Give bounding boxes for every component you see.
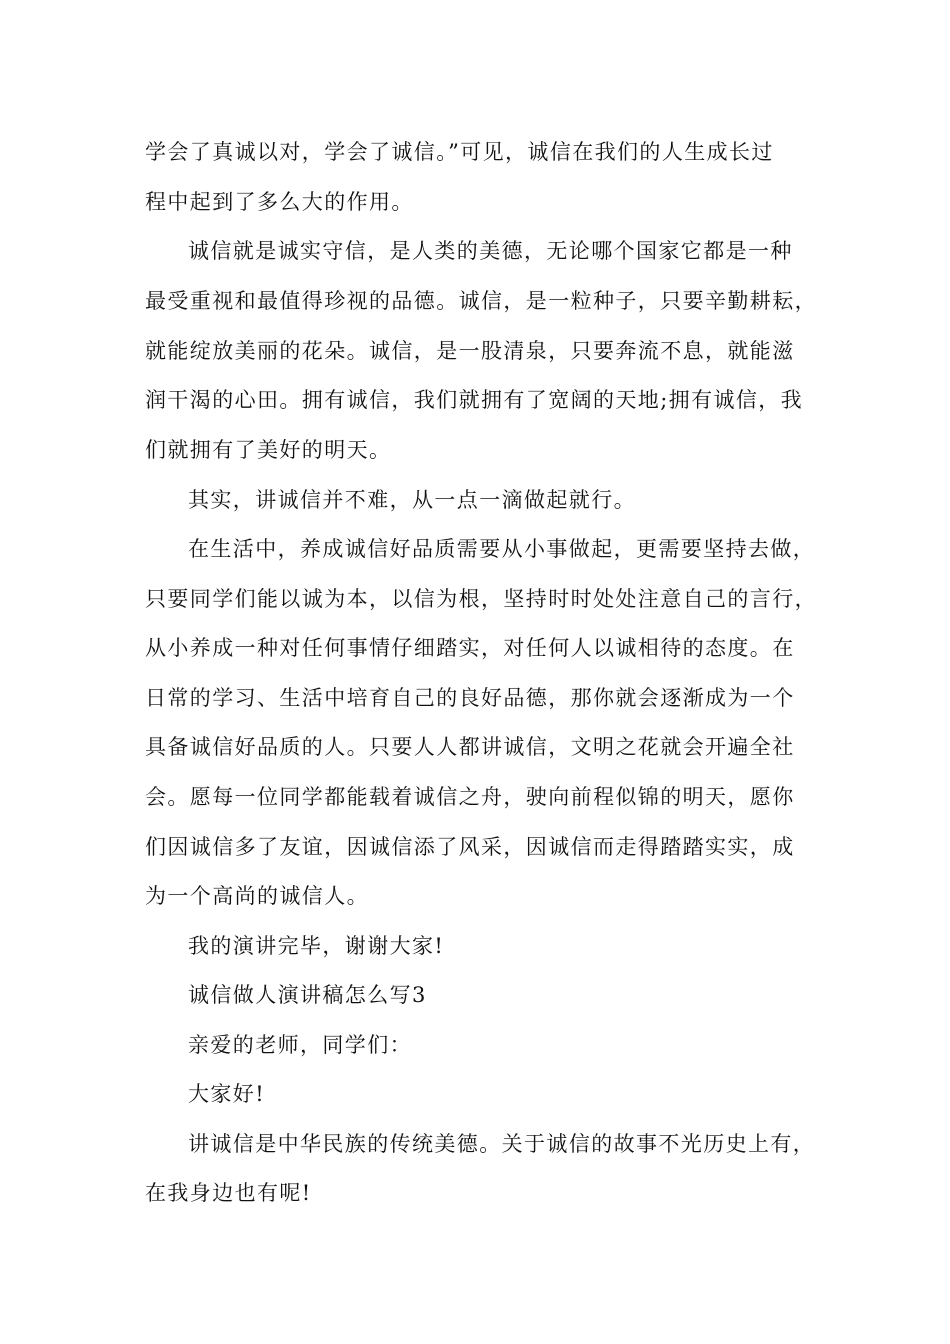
paragraph-first-line: 讲诚信是中华民族的传统美德。关于诚信的故事不光历史上有，	[188, 1132, 816, 1156]
text-line: 程中起到了多么大的作用。	[145, 190, 414, 214]
paragraph-first-line: 在生活中，养成诚信好品质需要从小事做起，更需要坚持去做，	[188, 537, 816, 561]
text-line: 润干渴的心田。拥有诚信，我们就拥有了宽阔的天地;拥有诚信，我	[145, 388, 804, 412]
text-line: 日常的学习、生活中培育自己的良好品德，那你就会逐渐成为一个	[145, 686, 795, 710]
text-line: 就能绽放美丽的花朵。诚信，是一股清泉，只要奔流不息，就能滋	[145, 339, 795, 363]
text-line: 最受重视和最值得珍视的品德。诚信，是一粒种子，只要辛勤耕耘，	[145, 289, 817, 313]
text-line: 学会了真诚以对，学会了诚信。”可见，诚信在我们的人生成长过	[145, 140, 774, 164]
salutation: 亲爱的老师，同学们：	[188, 1033, 412, 1057]
text-line: 具备诚信好品质的人。只要人人都讲诚信，文明之花就会开遍全社	[145, 735, 795, 759]
text-line: 会。愿每一位同学都能载着诚信之舟，驶向前程似锦的明天，愿你	[145, 785, 795, 809]
closing-line: 我的演讲完毕，谢谢大家!	[188, 934, 445, 958]
text-line: 在我身边也有呢!	[145, 1181, 312, 1205]
paragraph-first-line: 诚信就是诚实守信，是人类的美德，无论哪个国家它都是一种	[188, 239, 793, 263]
text-line: 们因诚信多了友谊，因诚信添了风采，因诚信而走得踏踏实实，成	[145, 835, 795, 859]
section-heading: 诚信做人演讲稿怎么写3	[188, 983, 427, 1007]
greeting: 大家好!	[188, 1082, 266, 1106]
text-line: 只要同学们能以诚为本，以信为根，坚持时时处处注意自己的言行，	[145, 587, 817, 611]
text-line: 们就拥有了美好的明天。	[145, 438, 392, 462]
text-line: 为一个高尚的诚信人。	[145, 884, 369, 908]
text-line: 从小养成一种对任何事情仔细踏实，对任何人以诚相待的态度。在	[145, 636, 795, 660]
paragraph-first-line: 其实，讲诚信并不难，从一点一滴做起就行。	[188, 488, 636, 512]
